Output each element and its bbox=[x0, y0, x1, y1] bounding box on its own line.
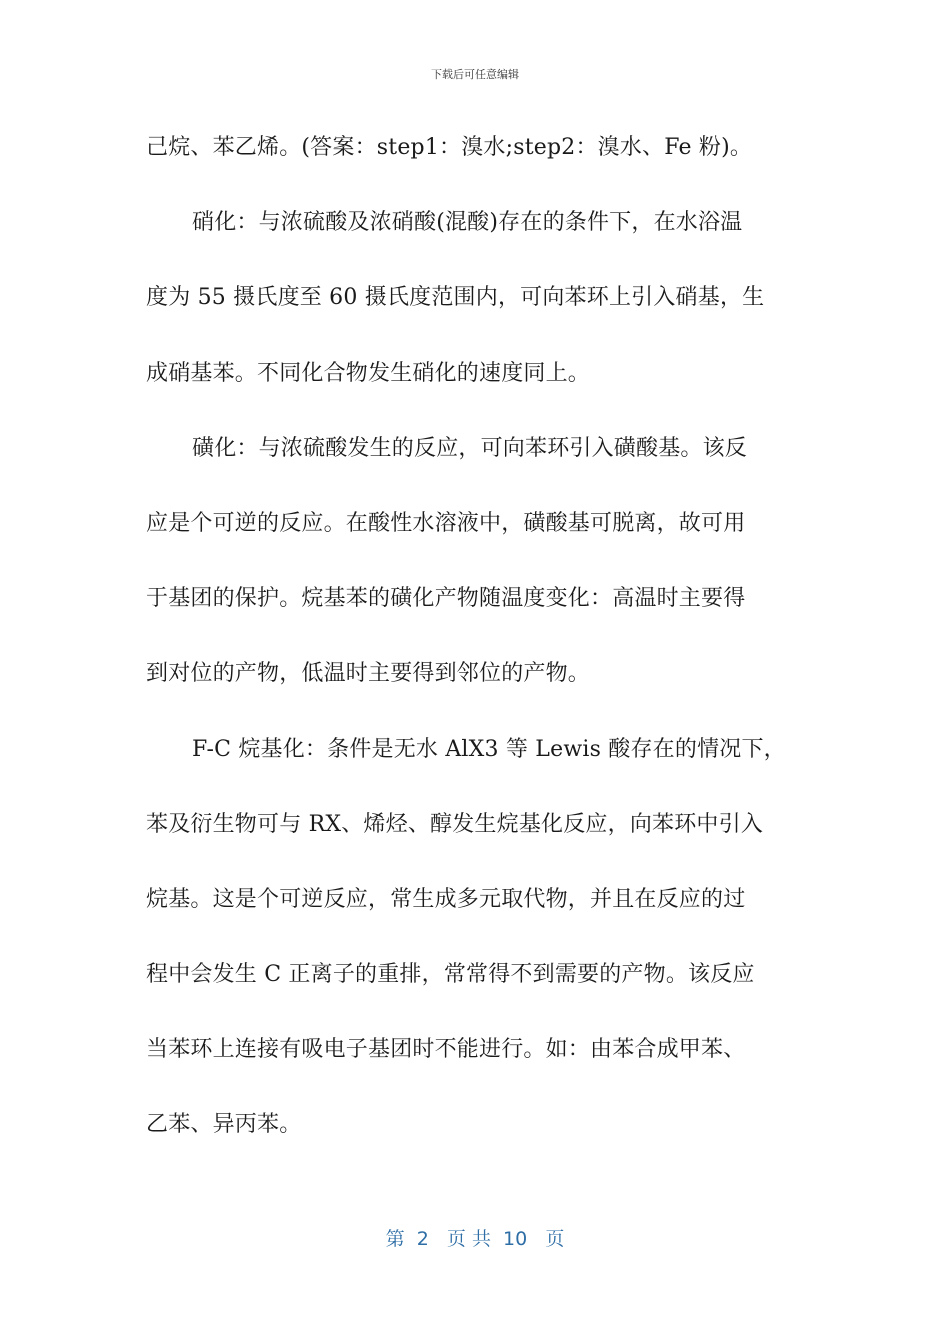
paragraph-friedel-crafts: F-C 烷基化：条件是无水 AlX3 等 Lewis 酸存在的情况下， bbox=[192, 736, 786, 762]
page-header: 下载后可任意编辑 bbox=[431, 68, 519, 81]
paragraph-sulfonation: 磺化：与浓硫酸发生的反应，可向苯环引入磺酸基。该反 bbox=[192, 435, 748, 461]
text-line: 成硝基苯。不同化合物发生硝化的速度同上。 bbox=[146, 360, 591, 386]
document-body bbox=[146, 123, 796, 1176]
text-line: 己烷、苯乙烯。(答案：step1：溴水;step2：溴水、Fe 粉)。 bbox=[146, 135, 753, 160]
page-number-footer: 第 2 页 共 10 页 bbox=[385, 1228, 565, 1250]
text-line: 苯及衍生物可与 RX、烯烃、醇发生烷基化反应，向苯环中引入 bbox=[146, 811, 764, 837]
text-line: 程中会发生 C 正离子的重排，常常得不到需要的产物。该反应 bbox=[146, 962, 755, 988]
text-line: 到对位的产物，低温时主要得到邻位的产物。 bbox=[146, 661, 591, 687]
text-line: 乙苯、异丙苯。 bbox=[146, 1112, 302, 1138]
text-line: 应是个可逆的反应。在酸性水溶液中，磺酸基可脱离，故可用 bbox=[146, 510, 746, 536]
text-line: 度为 55 摄氏度至 60 摄氏度范围内，可向苯环上引入硝基，生 bbox=[146, 285, 765, 311]
paragraph-nitration: 硝化：与浓硫酸及浓硝酸(混酸)存在的条件下，在水浴温 bbox=[192, 210, 743, 236]
text-line: 于基团的保护。烷基苯的磺化产物随温度变化：高温时主要得 bbox=[146, 586, 746, 612]
text-line: 烷基。这是个可逆反应，常生成多元取代物，并且在反应的过 bbox=[146, 886, 746, 912]
text-line: 当苯环上连接有吸电子基团时不能进行。如：由苯合成甲苯、 bbox=[146, 1037, 746, 1063]
